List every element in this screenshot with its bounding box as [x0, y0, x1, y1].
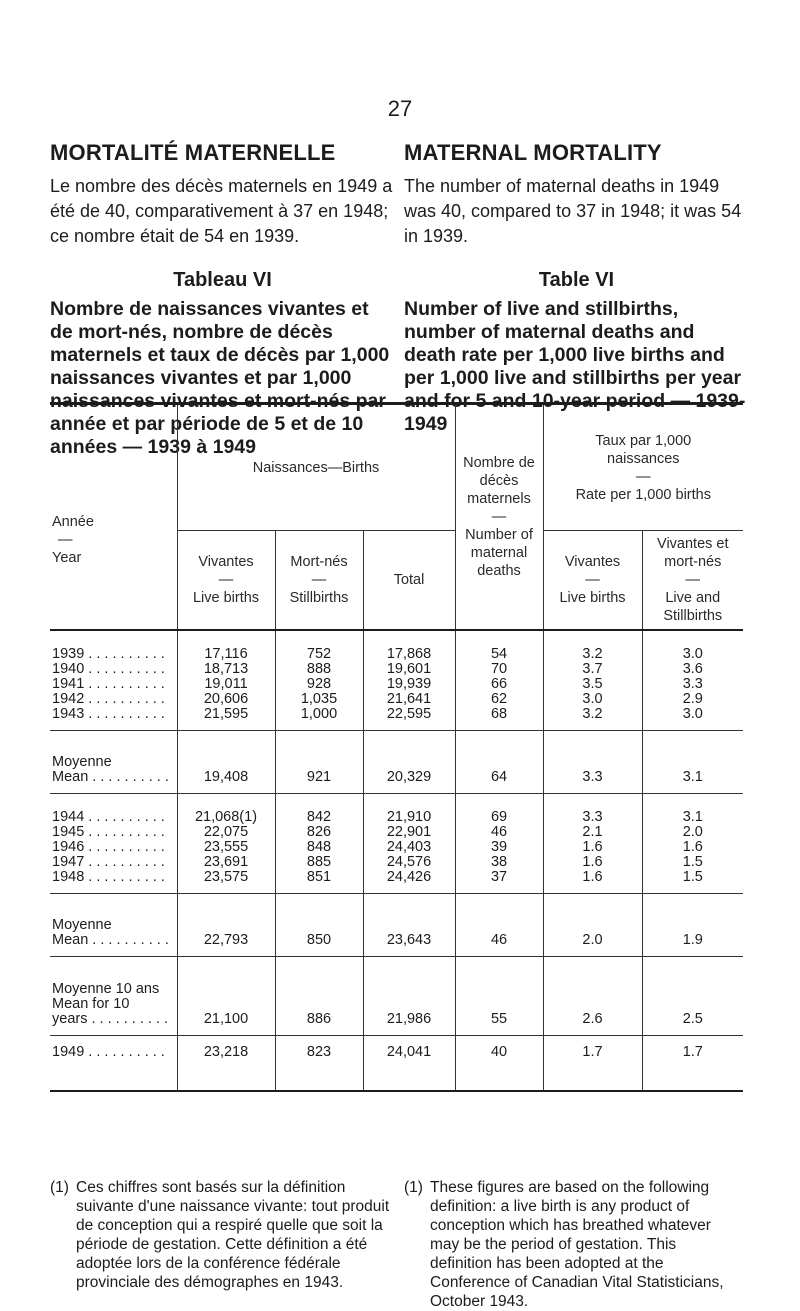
value: 3.6	[682, 661, 703, 677]
maternal-mortality-table	[50, 402, 743, 1092]
value: 21,641	[386, 691, 432, 707]
value: 3.3	[582, 809, 603, 825]
value: 37	[490, 869, 508, 885]
value: 24,041	[363, 1036, 455, 1092]
mean10-label-en-1: Mean for 10	[52, 996, 130, 1012]
live-header-dash: —	[218, 572, 234, 588]
english-intro: The number of maternal deaths in 1949 was 40, compared to 37 in 1948; it was 54 in 1939.	[404, 176, 742, 246]
value: 1.5	[682, 854, 703, 870]
value: 22,901	[386, 824, 432, 840]
mean-label-cell	[50, 894, 177, 957]
value: 46	[455, 894, 543, 957]
value: 21,595	[203, 706, 249, 722]
french-table-label: Tableau VI	[173, 269, 272, 291]
year-label: 1942 . . .	[52, 692, 177, 707]
value: 20,329	[363, 731, 455, 794]
rate-live-header	[543, 531, 642, 631]
live-header-fr: Vivantes	[198, 554, 254, 570]
value: 3.3	[682, 676, 703, 692]
value: 1,035	[300, 691, 338, 707]
value: 38	[490, 854, 508, 870]
maternal-header-en-1: Number of	[465, 527, 533, 543]
french-footnote	[50, 1178, 390, 1292]
rate-both-header-fr-2: mort-nés	[664, 554, 722, 570]
value: 19,408	[177, 731, 275, 794]
year-label: 1946 . . .	[52, 840, 177, 855]
value: 23,575	[203, 869, 249, 885]
value: 848	[306, 839, 332, 855]
years-cell	[50, 794, 177, 894]
rate-live-cell	[543, 794, 642, 894]
maternal-deaths-header	[455, 404, 543, 631]
still-header-dash: —	[311, 572, 327, 588]
maternal-header-fr-2: décès	[479, 473, 519, 489]
mean-label-cell	[50, 731, 177, 794]
value: 752	[306, 646, 332, 662]
value: 3.1	[682, 809, 703, 825]
rate-live-header-en: Live births	[559, 590, 626, 606]
value: 23,218	[177, 1036, 275, 1092]
value: 64	[455, 731, 543, 794]
rate-both-header	[642, 531, 743, 631]
footnote-mark: (1)	[50, 1179, 69, 1196]
value: 3.5	[582, 676, 603, 692]
stillbirths-header	[275, 531, 363, 631]
value: 2.9	[682, 691, 703, 707]
value: 1.7	[543, 1036, 642, 1092]
value: 17,868	[386, 646, 432, 662]
value: 69	[490, 809, 508, 825]
english-table-title: Number of live and stillbirths, number of maternal deaths and death rate per 1,000 live births and per 1,000 live and stillbirths per year and for 5 and 10-year period — 1939-1949	[404, 298, 746, 435]
value: 19,939	[386, 676, 432, 692]
value: 54	[490, 646, 508, 662]
value: 24,426	[386, 869, 432, 885]
value: 886	[275, 957, 363, 1036]
value: 22,595	[386, 706, 432, 722]
year-1949: 1949 . . .	[52, 1044, 165, 1060]
value: 3.3	[543, 731, 642, 794]
value: 39	[490, 839, 508, 855]
value: 2.0	[682, 824, 703, 840]
value: 851	[306, 869, 332, 885]
value: 3.0	[582, 691, 603, 707]
year-label: 1943 . . .	[52, 707, 177, 722]
table-row-group-1944-1948	[50, 794, 743, 894]
value: 1.6	[582, 869, 603, 885]
value: 888	[306, 661, 332, 677]
year-label: 1945 . . .	[52, 825, 177, 840]
total-header: Total	[363, 531, 455, 631]
value: 823	[275, 1036, 363, 1092]
value: 885	[306, 854, 332, 870]
value: 2.6	[543, 957, 642, 1036]
value: 842	[306, 809, 332, 825]
value: 23,643	[363, 894, 455, 957]
value: 20,606	[203, 691, 249, 707]
rate-header-fr-2: naissances	[607, 450, 680, 467]
mean-label-en: Mean . . .	[52, 933, 177, 948]
value: 66	[490, 676, 508, 692]
french-intro: Le nombre des décès maternels en 1949 a été de 40, comparativement à 37 en 1948; ce nombre était de 54 en 1939.	[50, 176, 393, 246]
rate-both-cell	[642, 794, 743, 894]
live-births-cell	[177, 794, 275, 894]
value: 21,910	[386, 809, 432, 825]
maternal-header-fr-1: Nombre de	[463, 455, 535, 471]
value: 3.0	[682, 646, 703, 662]
footnote-text: Ces chiffres sont basés sur la définition suivante d'une naissance vivante: tout produit de conception qui a respiré quelle que soit la période de gestation. Cette définition a été adoptée lors de la conférence fédérale provinciale des démographes en 1943.	[76, 1179, 390, 1291]
value: 18,713	[203, 661, 249, 677]
value: 1,000	[300, 706, 338, 722]
maternal-header-dash: —	[491, 509, 507, 525]
year-header-en: Year	[52, 550, 82, 566]
rate-both-header-dash: —	[685, 572, 701, 588]
value: 3.1	[642, 731, 743, 794]
value: 2.5	[642, 957, 743, 1036]
value: 1.6	[582, 839, 603, 855]
value: 23,691	[203, 854, 249, 870]
value: 21,986	[363, 957, 455, 1036]
table-row-mean-1944-1948	[50, 894, 743, 957]
stillbirths-cell	[275, 630, 363, 731]
value: 46	[490, 824, 508, 840]
year-label	[50, 1036, 177, 1092]
table-row-mean-1939-1943	[50, 731, 743, 794]
year-header-dash: —	[58, 532, 73, 548]
table-header-row-1	[50, 404, 743, 531]
french-heading: MORTALITÉ MATERNELLE	[50, 140, 336, 165]
value: 21,068(1)	[194, 809, 258, 825]
value: 19,011	[204, 676, 248, 692]
year-label: 1948 . . .	[52, 870, 177, 885]
value: 921	[275, 731, 363, 794]
table-row-1949	[50, 1036, 743, 1092]
year-label: 1940 . . .	[52, 662, 177, 677]
rate-both-header-fr-1: Vivantes et	[657, 536, 729, 552]
value: 24,403	[386, 839, 432, 855]
live-births-header	[177, 531, 275, 631]
value: 19,601	[386, 661, 432, 677]
value: 928	[306, 676, 332, 692]
mean10-label-en-2: years . . .	[52, 1012, 177, 1027]
year-label: 1941 . . .	[52, 677, 177, 692]
still-header-fr: Mort-nés	[290, 554, 348, 570]
rate-header-fr-1: Taux par 1,000	[595, 432, 692, 449]
maternal-header-en-2: maternal	[470, 545, 528, 561]
rate-both-header-en-2: Stillbirths	[663, 608, 723, 624]
year-label: 1944 . . .	[52, 810, 177, 825]
value: 62	[490, 691, 508, 707]
rate-live-cell	[543, 630, 642, 731]
still-header-en: Stillbirths	[289, 590, 349, 606]
english-table-label: Table VI	[538, 269, 615, 291]
rate-live-header-dash: —	[585, 572, 600, 588]
year-header-fr: Année	[52, 514, 94, 530]
live-births-cell	[177, 630, 275, 731]
rate-header-en: Rate per 1,000 births	[575, 486, 711, 503]
year-label: 1947 . . .	[52, 855, 177, 870]
value: 3.7	[582, 661, 603, 677]
years-cell	[50, 630, 177, 731]
value: 23,555	[203, 839, 249, 855]
value: 1.7	[642, 1036, 743, 1092]
maternal-deaths-cell	[455, 794, 543, 894]
rate-live-header-fr: Vivantes	[564, 554, 621, 570]
value: 21,100	[177, 957, 275, 1036]
stillbirths-cell	[275, 794, 363, 894]
value: 22,793	[177, 894, 275, 957]
births-header: Naissances—Births	[177, 404, 455, 531]
value: 850	[275, 894, 363, 957]
mean-label-fr: Moyenne	[52, 754, 112, 770]
mean-label-fr: Moyenne	[52, 917, 112, 933]
table-row-mean-10-years	[50, 957, 743, 1036]
table-row-group-1939-1943	[50, 630, 743, 731]
maternal-deaths-cell	[455, 630, 543, 731]
value: 68	[490, 706, 508, 722]
value: 1.5	[682, 869, 703, 885]
rate-both-header-en-1: Live and	[665, 590, 721, 606]
mean10-label-fr: Moyenne 10 ans	[52, 981, 160, 997]
mean-label-en: Mean . . .	[52, 770, 177, 785]
rate-both-cell	[642, 630, 743, 731]
value: 22,075	[203, 824, 249, 840]
value: 2.1	[582, 824, 603, 840]
value: 826	[306, 824, 332, 840]
english-heading: MATERNAL MORTALITY	[404, 140, 662, 165]
page-number: 27	[387, 96, 413, 121]
live-header-en: Live births	[192, 590, 260, 606]
value: 17,116	[204, 646, 248, 662]
value: 70	[490, 661, 508, 677]
value: 1.9	[642, 894, 743, 957]
value: 24,576	[386, 854, 432, 870]
rate-header	[543, 404, 743, 531]
maternal-header-fr-3: maternels	[467, 491, 531, 507]
value: 1.6	[582, 854, 603, 870]
total-cell	[363, 794, 455, 894]
value: 3.2	[582, 706, 603, 722]
footnote-text: These figures are based on the following definition: a live birth is any product of conception which has breathed whatever may be the period of gestation. This definition has been adopted at the Conference of Canadian Vital Statisticians, October 1943.	[430, 1179, 724, 1310]
maternal-header-en-3: deaths	[477, 563, 521, 579]
english-column	[404, 140, 749, 436]
value: 55	[455, 957, 543, 1036]
mean10-label-cell	[50, 957, 177, 1036]
year-header	[50, 404, 177, 631]
year-label: 1939 . . .	[52, 647, 177, 662]
footnote-mark: (1)	[404, 1179, 423, 1196]
value: 40	[455, 1036, 543, 1092]
english-footnote	[404, 1178, 742, 1311]
value: 3.0	[682, 706, 703, 722]
value: 2.0	[543, 894, 642, 957]
value: 1.6	[682, 839, 703, 855]
french-table-title: Nombre de naissances vivantes et de mort-nés, nombre de décès maternels et taux de décès par 1,000 naissances vivantes et par 1,000 naissances vivantes et mort-nés par année et par période de 5 et de 10 années — 1939 à 1949	[50, 298, 390, 458]
value: 3.2	[582, 646, 603, 662]
rate-header-dash: —	[636, 468, 651, 485]
total-cell	[363, 630, 455, 731]
